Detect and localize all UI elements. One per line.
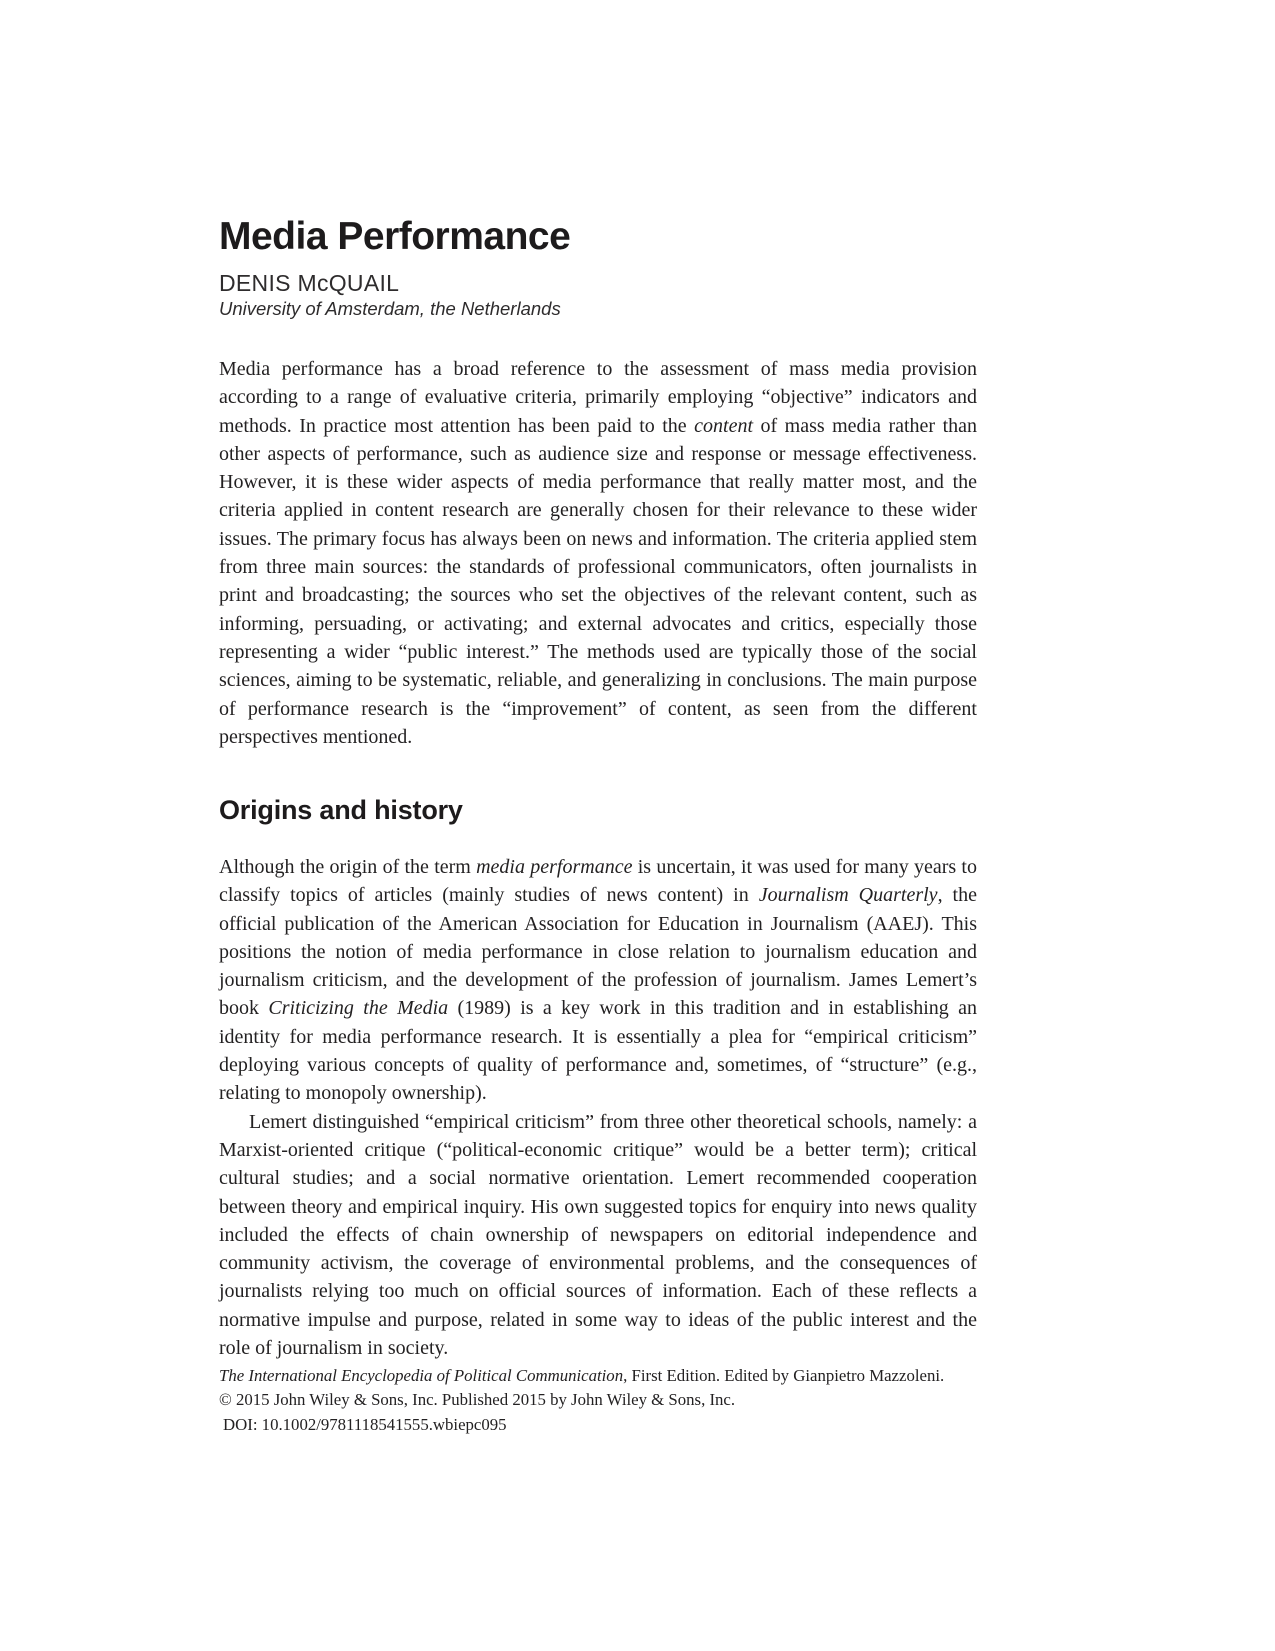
footer-doi-line: DOI: 10.1002/9781118541555.wbiepc095 [223,1414,507,1434]
origins-paragraph-2: Lemert distinguished “empirical criticism” from three other theoretical schools, namely: a Marxist-oriented critique (“political-economic critique” would be a better term); critical cultural studies; and a social normative orientation. Lemert recommended cooperation between theory and empirical inquiry. His own suggested topics for enquiry into news quality included the effects of chain ownership of newspapers on editorial independence and community activism, the coverage of environmental problems, and the consequences of journalists relying too much on official sources of information. Each of these reflects a normative impulse and purpose, related in some way to ideas of the public interest and the role of journalism in society. [219,1110,977,1360]
page-title: Media Performance [219,215,571,258]
article-header [219,216,1009,320]
footer-edition-line: The International Encyclopedia of Political Communication, First Edition. Edited by Gianpietro Mazzoleni. [219,1366,945,1385]
author-name: DENIS McQUAIL [219,270,400,296]
intro-section [219,355,977,751]
section-heading-origins: Origins and history [219,795,463,825]
author-affiliation: University of Amsterdam, the Netherlands [219,298,561,319]
footer-copyright-line: © 2015 John Wiley & Sons, Inc. Published 2015 by John Wiley & Sons, Inc. [219,1390,736,1410]
imprint-footer [219,1364,1019,1437]
intro-paragraph: Media performance has a broad reference to the assessment of mass media provision according to a range of evaluative criteria, primarily employing “objective” indicators and methods. In practice most attention has been paid to the content of mass media rather than other aspects of performance, such as audience size and response or message effectiveness. However, it is these wider aspects of media performance that really matter most, and the criteria applied in content research are generally chosen for their relevance to these wider issues. The primary focus has always been on news and information. The criteria applied stem from three main sources: the standards of professional communicators, often journalists in print and broadcasting; the sources who set the objectives of the relevant content, such as informing, persuading, or activating; and external advocates and critics, especially those representing a wider “public interest.” The methods used are typically those of the social sciences, aiming to be systematic, reliable, and generalizing in conclusions. The main purpose of performance research is the “improvement” of content, as seen from the different perspectives mentioned. [219,358,978,748]
origins-paragraph-1: Although the origin of the term media performance is uncertain, it was used for many years to classify topics of articles (mainly studies of news content) in Journalism Quarterly, the official publication of the American Association for Education in Journalism (AAEJ). This positions the notion of media performance in close relation to journalism education and journalism criticism, and the development of the profession of journalism. James Lemert’s book Criticizing the Media (1989) is a key work in this tradition and in establishing an identity for media performance research. It is essentially a plea for “empirical criticism” deploying various concepts of quality of performance and, sometimes, of “structure” (e.g., relating to monopoly ownership). [219,856,978,1105]
origins-section [219,853,977,1362]
